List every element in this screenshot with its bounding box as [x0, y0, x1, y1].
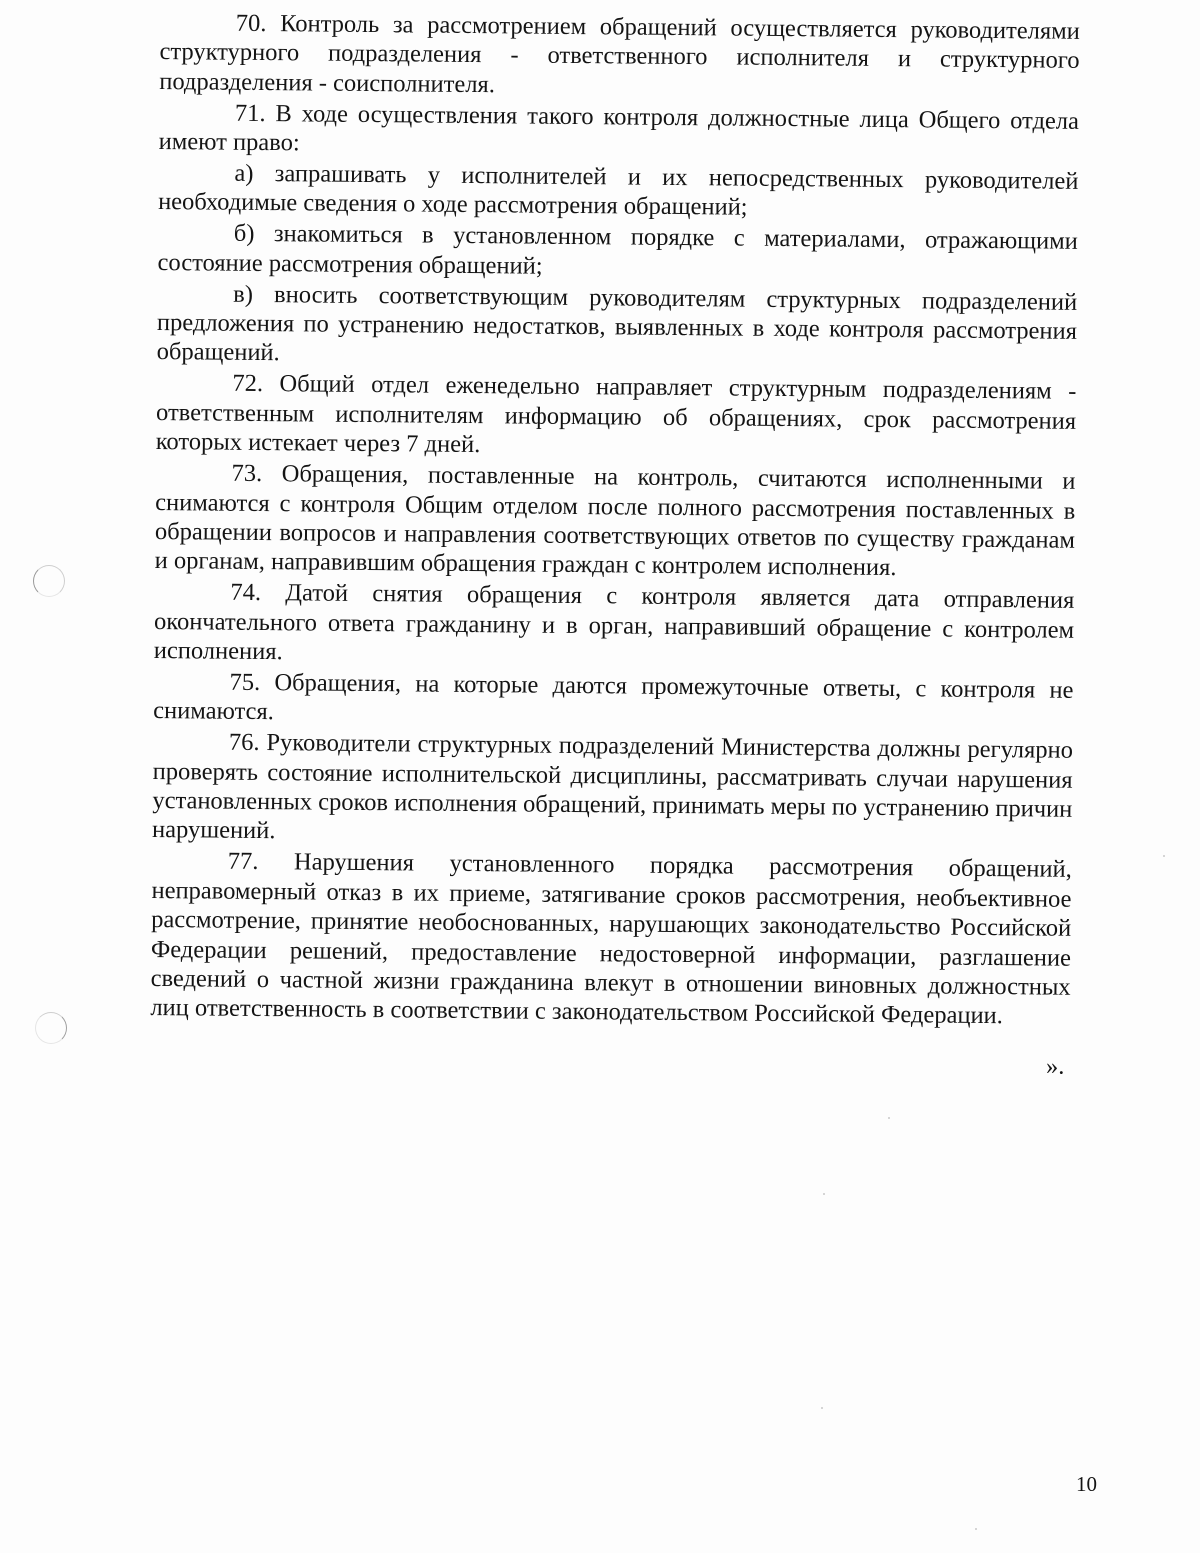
paragraph-73: 73. Обращения, поставленные на контроль, считаются исполненными и снимаются с контроля Общим отделом после полного рассмотрения поставленных в обращении вопросов и направления соответствующих ответов по существу гражданам и органам, направившим обращения граждан с контролем исполнения. [154, 459, 1076, 582]
punch-hole-mark [33, 565, 65, 597]
paragraph-72: 72. Общий отдел еженедельно направляет структурным подразделениям - ответственным исполнителям информацию об обращениях, срок рассмотрения которых истекает через 7 дней. [155, 370, 1077, 459]
closing-quote: ». [1046, 1053, 1065, 1080]
scan-speck [821, 1407, 823, 1409]
paragraph-71-b: б) знакомиться в установленном порядке с материалами, отражающими состояние рассмотрения обращений; [157, 220, 1078, 280]
paragraph-77: 77. Нарушения установленного порядка рассмотрения обращений, неправомерный отказ в их приеме, затягивание сроков рассмотрения, необъективное рассмотрение, принятие необоснованных, нарушающих законодательство Российской Федерации решений, предоставление недостоверной информации, разглашение сведений о частной жизни гражданина влекут в отношении виновных должностных лиц ответственность в соответствии с законодательством Российской Федерации. [150, 848, 1072, 1030]
paragraph-76: 76. Руководители структурных подразделений Министерства должны регулярно проверять состояние исполнительской дисциплины, рассматривать случаи нарушения установленных сроков исполнения обращений, принимать меры по устранению причин нарушений. [151, 728, 1074, 845]
scan-speck [1163, 855, 1165, 857]
punch-hole-mark [35, 1012, 67, 1044]
scan-speck [975, 1528, 977, 1530]
paragraph-71-a: а) запрашивать у исполнителей и их непосредственных руководителей необходимые сведения о ходе рассмотрения обращений; [158, 159, 1079, 222]
paragraph-74: 74. Датой снятия обращения с контроля является дата отправления окончательного ответа гражданину и в орган, направивший обращение с контролем исполнения. [153, 578, 1075, 666]
paragraph-71-c: в) вносить соответствующим руководителям структурных подразделений предложения по устранению недостатков, выявленных в ходе контроля рассмотрения обращений. [156, 280, 1078, 367]
document-body [150, 8, 1080, 1033]
paragraph-75: 75. Обращения, на которые даются промежуточные ответы, с контроля не снимаются. [153, 668, 1074, 726]
scan-speck [888, 1117, 890, 1119]
page-number: 10 [1076, 1472, 1097, 1496]
paragraph-70: 70. Контроль за рассмотрением обращений осуществляется руководителями структурного подразделения - ответственного исполнителя и структурного подразделения - соисполнителя. [159, 9, 1080, 99]
paragraph-71: 71. В ходе осуществления такого контроля должностные лица Общего отдела имеют право: [158, 99, 1080, 157]
scan-speck [823, 1193, 825, 1195]
